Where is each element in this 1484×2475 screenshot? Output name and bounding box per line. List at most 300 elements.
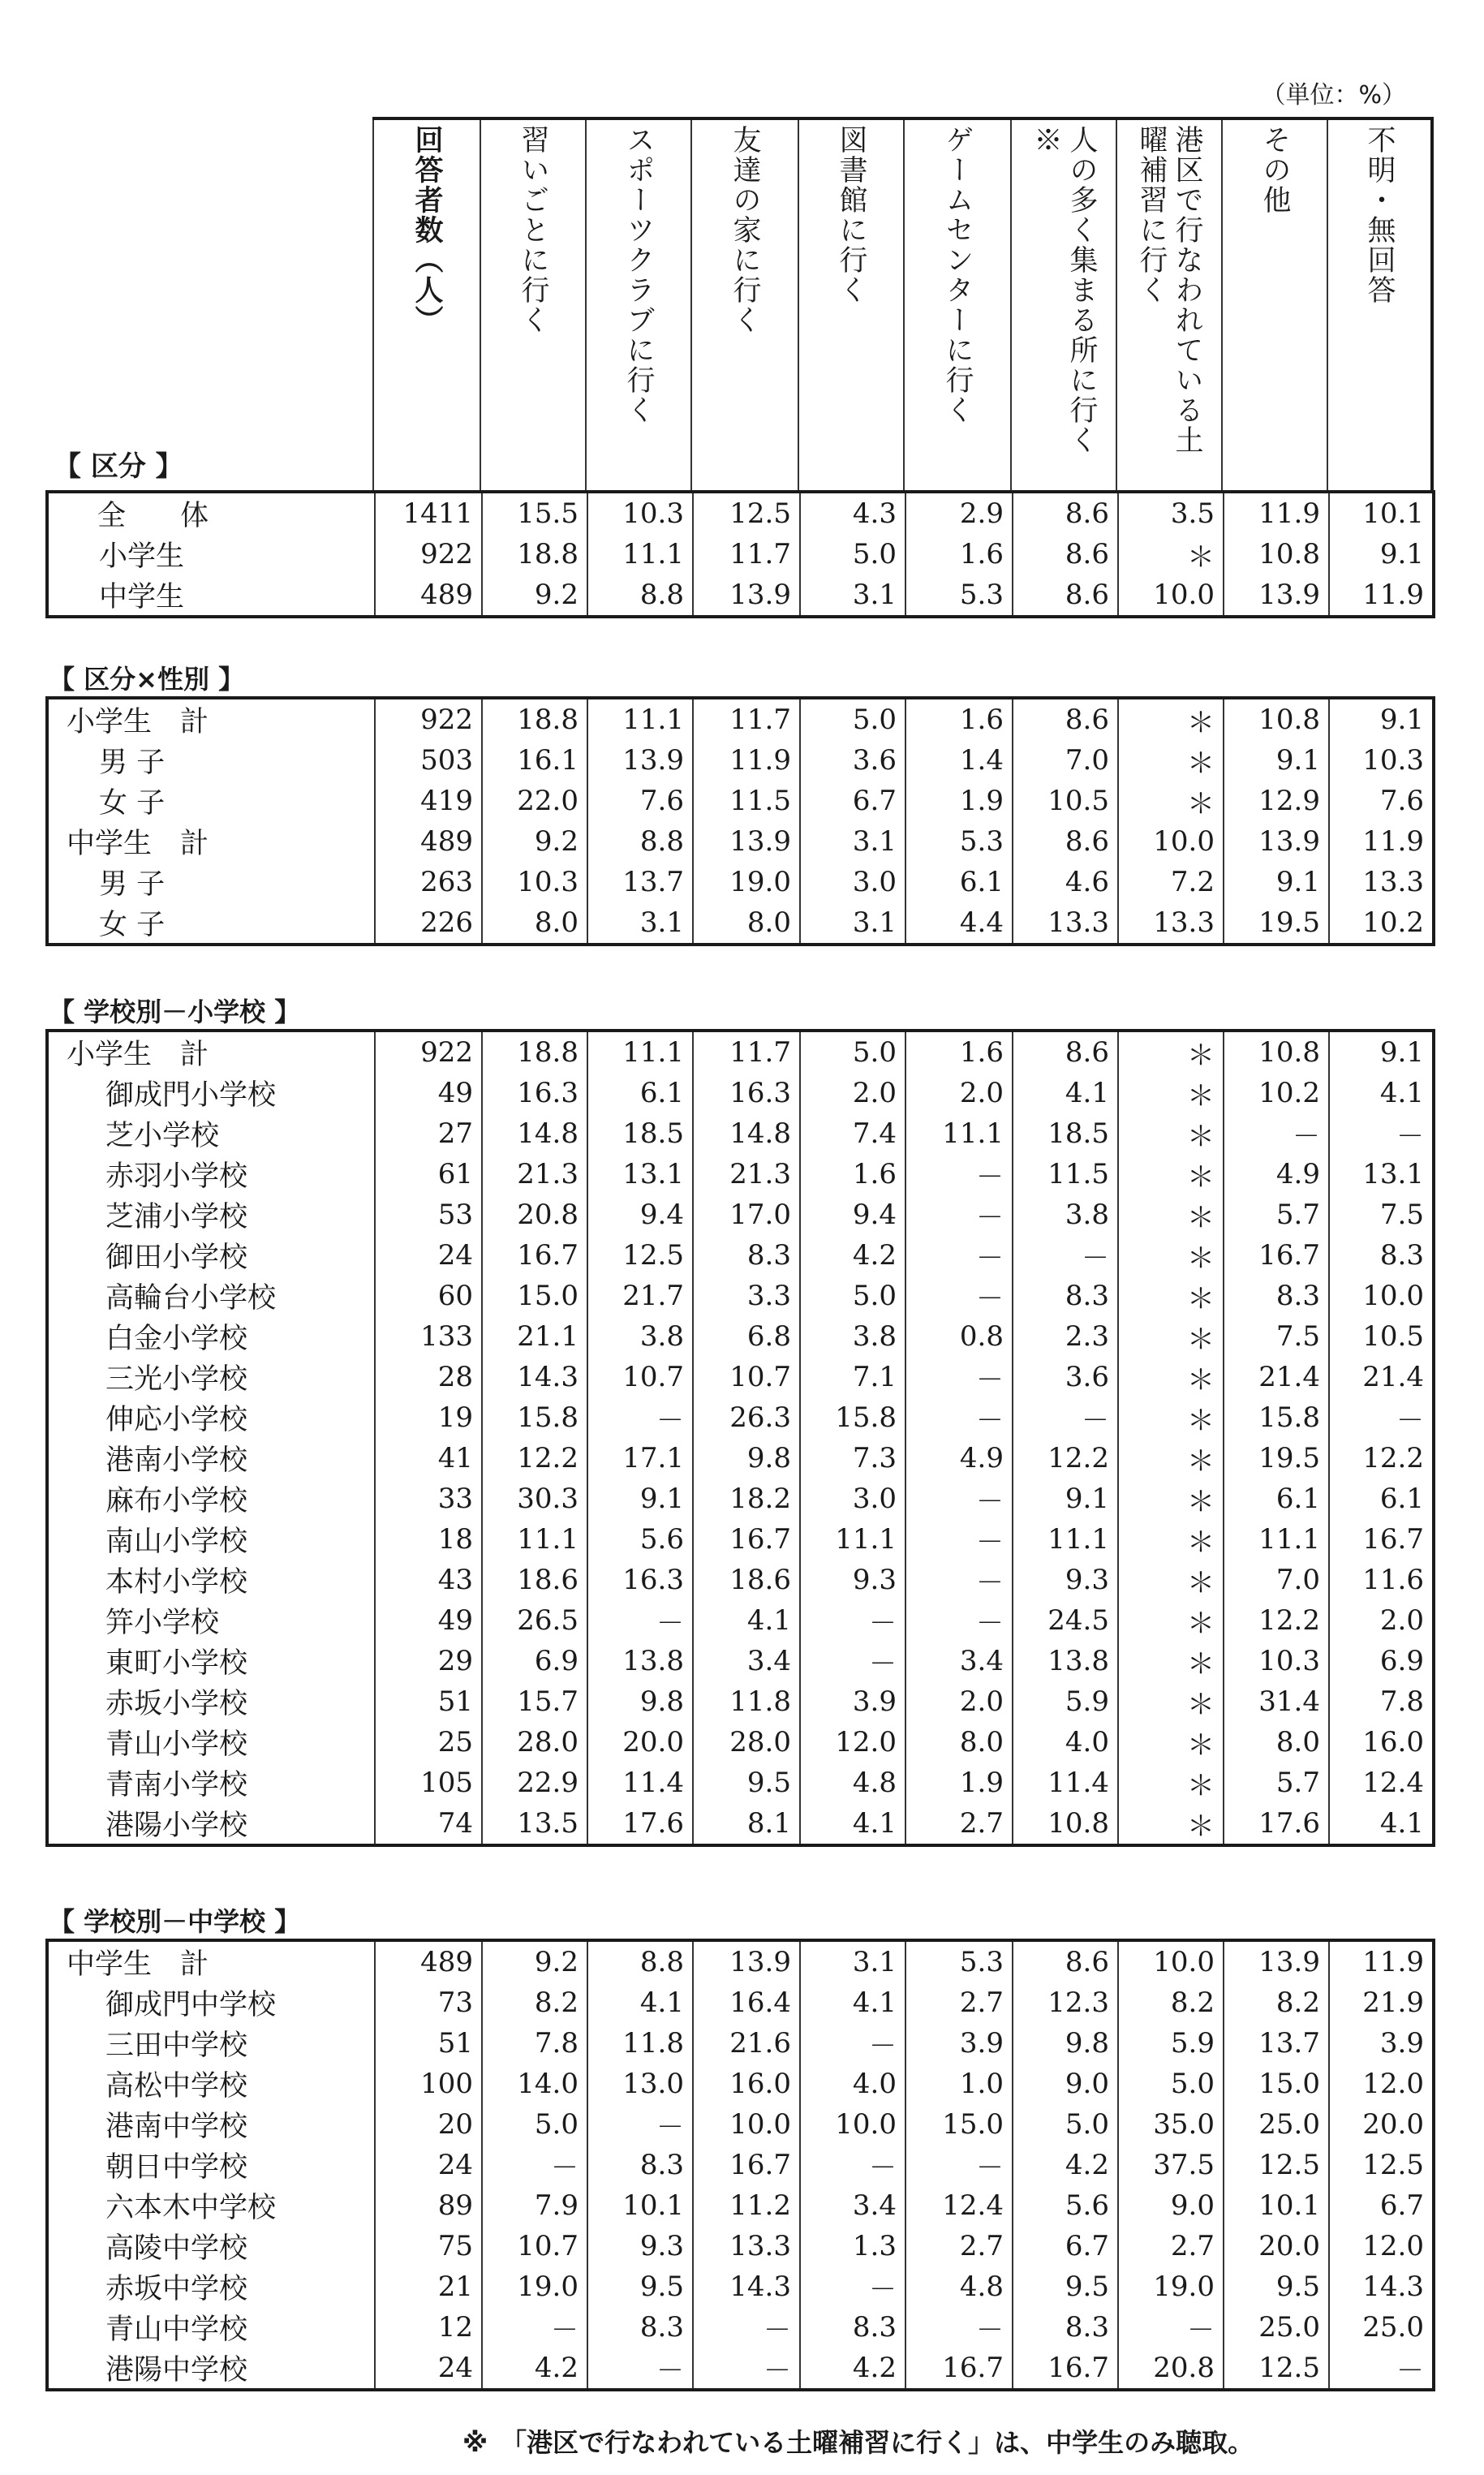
table-cell: 19.0 xyxy=(482,2266,587,2307)
table-cell: 10.8 xyxy=(1224,698,1329,740)
table-cell: 13.3 xyxy=(1013,902,1118,945)
table-cell: － xyxy=(1118,2307,1224,2348)
table-cell: 8.2 xyxy=(1224,1982,1329,2023)
table-cell: 5.9 xyxy=(1118,2023,1224,2064)
table-row xyxy=(47,2145,1434,2185)
table-by-gender xyxy=(45,696,1424,946)
table-cell: 22.0 xyxy=(482,781,587,821)
table-cell: 5.0 xyxy=(1013,2104,1118,2145)
table-cell: 20.0 xyxy=(1224,2226,1329,2266)
table-cell: ＊ xyxy=(1118,1519,1224,1560)
table-cell: 11.9 xyxy=(1224,492,1329,534)
table-cell: 4.2 xyxy=(1013,2145,1118,2185)
table-cell: 21.3 xyxy=(693,1154,800,1194)
table-cell: 6.1 xyxy=(1224,1479,1329,1519)
table-cell: 1.6 xyxy=(905,698,1013,740)
table-cell: 3.1 xyxy=(587,902,693,945)
table-cell: 10.7 xyxy=(587,1357,693,1397)
table-cell: 20.0 xyxy=(587,1722,693,1763)
table-overall xyxy=(45,490,1424,618)
table-cell: 9.2 xyxy=(482,821,587,862)
row-label: 中学生 xyxy=(47,575,375,617)
table-cell: 11.9 xyxy=(1329,575,1434,617)
table-cell: 8.6 xyxy=(1013,575,1118,617)
table-cell: 8.2 xyxy=(482,1982,587,2023)
table-row xyxy=(47,821,1434,862)
table-cell: 35.0 xyxy=(1118,2104,1224,2145)
table-cell: － xyxy=(905,1519,1013,1560)
table-row xyxy=(47,1235,1434,1276)
table-row xyxy=(47,902,1434,945)
table-cell: 12.2 xyxy=(1013,1438,1118,1479)
table-cell: 13.5 xyxy=(482,1803,587,1845)
table-cell: 489 xyxy=(375,821,482,862)
header-no-answer: 不明・無回答 xyxy=(1363,125,1396,305)
table-row xyxy=(47,1073,1434,1113)
table-row xyxy=(47,575,1434,617)
table-cell: 10.0 xyxy=(693,2104,800,2145)
table-cell: 10.5 xyxy=(1013,781,1118,821)
table-cell: 4.0 xyxy=(800,2064,905,2104)
table-cell: ＊ xyxy=(1118,1235,1224,1276)
table-cell: 8.8 xyxy=(587,1940,693,1982)
table-cell: 13.3 xyxy=(1118,902,1224,945)
table-cell: 10.3 xyxy=(587,492,693,534)
table-cell: 9.2 xyxy=(482,1940,587,1982)
table-cell: 20.8 xyxy=(482,1194,587,1235)
table-cell: 8.3 xyxy=(1224,1276,1329,1316)
table-cell: 5.3 xyxy=(905,821,1013,862)
section-title-junior-high: 【 学校別－中学校 】 xyxy=(49,1906,301,1937)
table-cell: 9.8 xyxy=(693,1438,800,1479)
table-cell: 10.3 xyxy=(482,862,587,902)
table-cell: 10.1 xyxy=(1224,2185,1329,2226)
table-cell: － xyxy=(587,2348,693,2390)
table-cell: 24.5 xyxy=(1013,1600,1118,1641)
row-label: 港陽小学校 xyxy=(47,1803,375,1845)
row-label: 港陽中学校 xyxy=(47,2348,375,2390)
table-cell: ＊ xyxy=(1118,1681,1224,1722)
header-respondents: 回答者数（人） xyxy=(411,125,443,335)
table-cell: ＊ xyxy=(1118,1276,1224,1316)
table-cell: 133 xyxy=(375,1316,482,1357)
table-row xyxy=(47,1560,1434,1600)
table-row xyxy=(47,492,1434,534)
table-row xyxy=(47,1276,1434,1316)
table-cell: 89 xyxy=(375,2185,482,2226)
table-cell: 73 xyxy=(375,1982,482,2023)
table-cell: － xyxy=(1013,1397,1118,1438)
table-cell: 8.0 xyxy=(482,902,587,945)
table-cell: 12.4 xyxy=(1329,1763,1434,1803)
table-cell: 26.3 xyxy=(693,1397,800,1438)
table-cell: 8.6 xyxy=(1013,821,1118,862)
table-cell: ＊ xyxy=(1118,1438,1224,1479)
table-cell: － xyxy=(905,1154,1013,1194)
row-label: 御田小学校 xyxy=(47,1235,375,1276)
table-cell: 18.6 xyxy=(693,1560,800,1600)
table-cell: 11.4 xyxy=(587,1763,693,1803)
table-cell: 18.5 xyxy=(587,1113,693,1154)
table-row xyxy=(47,1681,1434,1722)
table-cell: 5.0 xyxy=(482,2104,587,2145)
table-row xyxy=(47,1722,1434,1763)
table-row xyxy=(47,1194,1434,1235)
table-cell: 10.8 xyxy=(1224,534,1329,575)
table-cell: 1.9 xyxy=(905,1763,1013,1803)
table-cell: 15.7 xyxy=(482,1681,587,1722)
table-cell: 13.7 xyxy=(1224,2023,1329,2064)
table-cell: 5.6 xyxy=(1013,2185,1118,2226)
table-cell: 7.1 xyxy=(800,1357,905,1397)
table-row xyxy=(47,1357,1434,1397)
table-cell: － xyxy=(1329,1397,1434,1438)
table-cell: 13.8 xyxy=(1013,1641,1118,1681)
table-cell: 9.1 xyxy=(1013,1479,1118,1519)
table-cell: 5.7 xyxy=(1224,1194,1329,1235)
table-cell: 29 xyxy=(375,1641,482,1681)
table-cell: － xyxy=(800,1641,905,1681)
table-cell: 5.3 xyxy=(905,575,1013,617)
header-game-center: ゲームセンターに行く xyxy=(941,125,974,425)
table-cell: 28.0 xyxy=(482,1722,587,1763)
table-cell: 3.8 xyxy=(800,1316,905,1357)
table-cell: 4.3 xyxy=(800,492,905,534)
table-cell: 60 xyxy=(375,1276,482,1316)
table-cell: 13.9 xyxy=(693,575,800,617)
table-cell: 13.9 xyxy=(693,821,800,862)
table-cell: 14.8 xyxy=(482,1113,587,1154)
table-cell: － xyxy=(587,1397,693,1438)
table-cell: 5.3 xyxy=(905,1940,1013,1982)
table-cell: 5.0 xyxy=(800,1276,905,1316)
table-cell: 11.1 xyxy=(800,1519,905,1560)
table-cell: 7.5 xyxy=(1329,1194,1434,1235)
table-cell: 100 xyxy=(375,2064,482,2104)
table-cell: 13.1 xyxy=(1329,1154,1434,1194)
table-cell: 11.2 xyxy=(693,2185,800,2226)
table-cell: 6.7 xyxy=(1329,2185,1434,2226)
table-cell: 12.2 xyxy=(482,1438,587,1479)
table-cell: 51 xyxy=(375,2023,482,2064)
table-cell: 11.1 xyxy=(587,534,693,575)
table-cell: 4.8 xyxy=(800,1763,905,1803)
table-cell: － xyxy=(1013,1235,1118,1276)
table-cell: 11.1 xyxy=(587,1031,693,1073)
table-cell: － xyxy=(905,1235,1013,1276)
table-row xyxy=(47,1641,1434,1681)
table-cell: 5.0 xyxy=(800,1031,905,1073)
table-cell: － xyxy=(905,1479,1013,1519)
table-cell: 9.1 xyxy=(1224,862,1329,902)
table-cell: 8.0 xyxy=(905,1722,1013,1763)
table-cell: 11.7 xyxy=(693,1031,800,1073)
table-cell: 4.0 xyxy=(1013,1722,1118,1763)
table-cell: 7.0 xyxy=(1224,1560,1329,1600)
table-cell: 3.6 xyxy=(800,740,905,781)
table-cell: 263 xyxy=(375,862,482,902)
row-label: 赤坂小学校 xyxy=(47,1681,375,1722)
table-cell: 7.3 xyxy=(800,1438,905,1479)
table-cell: 8.6 xyxy=(1013,1031,1118,1073)
table-cell: 9.5 xyxy=(1224,2266,1329,2307)
table-cell: 4.1 xyxy=(1013,1073,1118,1113)
table-cell: 53 xyxy=(375,1194,482,1235)
table-cell: 10.7 xyxy=(482,2226,587,2266)
table-cell: 17.0 xyxy=(693,1194,800,1235)
table-cell: 12.5 xyxy=(1224,2145,1329,2185)
row-label: 赤坂中学校 xyxy=(47,2266,375,2307)
table-cell: － xyxy=(905,1194,1013,1235)
row-label: 全 体 xyxy=(47,492,375,534)
table-cell: 16.0 xyxy=(1329,1722,1434,1763)
table-cell: － xyxy=(905,2145,1013,2185)
table-cell: 9.1 xyxy=(1224,740,1329,781)
row-label: 青山中学校 xyxy=(47,2307,375,2348)
table-cell: 11.4 xyxy=(1013,1763,1118,1803)
table-cell: 8.3 xyxy=(1013,1276,1118,1316)
table-cell: 3.4 xyxy=(800,2185,905,2226)
table-cell: 10.2 xyxy=(1224,1073,1329,1113)
table-row xyxy=(47,2185,1434,2226)
table-cell: 14.8 xyxy=(693,1113,800,1154)
table-cell: 18 xyxy=(375,1519,482,1560)
header-sports-club: スポーツクラブに行く xyxy=(622,125,655,425)
table-cell: 14.0 xyxy=(482,2064,587,2104)
table-cell: 3.8 xyxy=(1013,1194,1118,1235)
table-cell: 17.6 xyxy=(1224,1803,1329,1845)
table-cell: 3.1 xyxy=(800,902,905,945)
table-cell: 6.7 xyxy=(800,781,905,821)
table-cell: 11.8 xyxy=(693,1681,800,1722)
row-label: 女 子 xyxy=(47,781,375,821)
table-cell: 28.0 xyxy=(693,1722,800,1763)
table-cell: 6.1 xyxy=(905,862,1013,902)
data-table xyxy=(45,1029,1435,1847)
table-cell: 5.0 xyxy=(1118,2064,1224,2104)
table-cell: 419 xyxy=(375,781,482,821)
table-cell: 8.8 xyxy=(587,575,693,617)
row-label: 女 子 xyxy=(47,902,375,945)
table-cell: 10.8 xyxy=(1224,1031,1329,1073)
table-row xyxy=(47,2104,1434,2145)
table-cell: ＊ xyxy=(1118,1316,1224,1357)
table-cell: 9.3 xyxy=(1013,1560,1118,1600)
row-label: 笄小学校 xyxy=(47,1600,375,1641)
table-cell: 13.0 xyxy=(587,2064,693,2104)
table-cell: 4.9 xyxy=(1224,1154,1329,1194)
table-cell: － xyxy=(905,1600,1013,1641)
table-cell: 13.3 xyxy=(1329,862,1434,902)
table-cell: 19.0 xyxy=(693,862,800,902)
table-cell: ＊ xyxy=(1118,1154,1224,1194)
table-cell: 25 xyxy=(375,1722,482,1763)
table-cell: 16.7 xyxy=(1224,1235,1329,1276)
table-cell: 15.0 xyxy=(1224,2064,1329,2104)
table-cell: 9.1 xyxy=(1329,534,1434,575)
table-cell: 17.6 xyxy=(587,1803,693,1845)
table-cell: 4.1 xyxy=(1329,1073,1434,1113)
table-cell: 489 xyxy=(375,575,482,617)
table-cell: 8.2 xyxy=(1118,1982,1224,2023)
column-header xyxy=(45,117,1424,490)
table-cell: 9.5 xyxy=(1013,2266,1118,2307)
table-cell: 9.4 xyxy=(587,1194,693,1235)
row-label: 麻布小学校 xyxy=(47,1479,375,1519)
row-label: 高輪台小学校 xyxy=(47,1276,375,1316)
table-cell: 12.0 xyxy=(800,1722,905,1763)
table-cell: 21.3 xyxy=(482,1154,587,1194)
row-label: 小学生 計 xyxy=(47,1031,375,1073)
table-cell: 74 xyxy=(375,1803,482,1845)
header-lessons: 習いごとに行く xyxy=(517,125,549,335)
table-cell: 5.0 xyxy=(800,698,905,740)
table-cell: 6.7 xyxy=(1013,2226,1118,2266)
table-cell: － xyxy=(905,1397,1013,1438)
row-label: 芝小学校 xyxy=(47,1113,375,1154)
table-cell: ＊ xyxy=(1118,1397,1224,1438)
section-label: 【 区分 】 xyxy=(54,450,183,483)
table-cell: － xyxy=(800,2145,905,2185)
table-cell: 3.3 xyxy=(693,1276,800,1316)
table-row xyxy=(47,740,1434,781)
table-cell: 16.7 xyxy=(693,1519,800,1560)
table-cell: 13.9 xyxy=(1224,575,1329,617)
table-cell: 12.9 xyxy=(1224,781,1329,821)
row-label: 高陵中学校 xyxy=(47,2226,375,2266)
table-cell: 9.0 xyxy=(1013,2064,1118,2104)
section-title-gender: 【 区分×性別 】 xyxy=(49,664,245,695)
table-cell: 15.0 xyxy=(482,1276,587,1316)
table-cell: 6.9 xyxy=(482,1641,587,1681)
table-cell: 3.9 xyxy=(905,2023,1013,2064)
table-cell: 16.7 xyxy=(482,1235,587,1276)
table-cell: － xyxy=(587,1600,693,1641)
row-label: 芝浦小学校 xyxy=(47,1194,375,1235)
table-cell: 7.4 xyxy=(800,1113,905,1154)
row-label: 港南小学校 xyxy=(47,1438,375,1479)
table-cell: 16.1 xyxy=(482,740,587,781)
table-cell: 9.8 xyxy=(587,1681,693,1722)
table-cell: 12.0 xyxy=(1329,2226,1434,2266)
table-cell: 27 xyxy=(375,1113,482,1154)
table-cell: 24 xyxy=(375,2348,482,2390)
table-cell: 11.5 xyxy=(1013,1154,1118,1194)
table-cell: 13.8 xyxy=(587,1641,693,1681)
table-cell: 3.4 xyxy=(693,1641,800,1681)
table-cell: 21 xyxy=(375,2266,482,2307)
row-label: 朝日中学校 xyxy=(47,2145,375,2185)
table-cell: 16.7 xyxy=(1013,2348,1118,2390)
table-cell: 49 xyxy=(375,1073,482,1113)
table-cell: 37.5 xyxy=(1118,2145,1224,2185)
table-cell: 2.3 xyxy=(1013,1316,1118,1357)
table-cell: 51 xyxy=(375,1681,482,1722)
table-row xyxy=(47,1519,1434,1560)
table-cell: 8.3 xyxy=(693,1235,800,1276)
table-cell: ＊ xyxy=(1118,1113,1224,1154)
table-cell: 41 xyxy=(375,1438,482,1479)
table-cell: 12.5 xyxy=(1224,2348,1329,2390)
row-label: 中学生 計 xyxy=(47,821,375,862)
table-cell: 12.2 xyxy=(1224,1600,1329,1641)
table-cell: 25.0 xyxy=(1329,2307,1434,2348)
table-cell: ＊ xyxy=(1118,1803,1224,1845)
table-cell: 8.6 xyxy=(1013,492,1118,534)
table-cell: 43 xyxy=(375,1560,482,1600)
table-row xyxy=(47,1763,1434,1803)
header-library: 図書館に行く xyxy=(835,125,867,305)
header-crowded-place: 人の多く集まる所に行く※ xyxy=(1030,125,1098,455)
table-cell: － xyxy=(800,2266,905,2307)
table-cell: 21.4 xyxy=(1224,1357,1329,1397)
table-cell: 7.2 xyxy=(1118,862,1224,902)
table-cell: 4.2 xyxy=(800,1235,905,1276)
table-row xyxy=(47,1438,1434,1479)
table-cell: 19.5 xyxy=(1224,902,1329,945)
table-cell: 3.9 xyxy=(1329,2023,1434,2064)
table-cell: 3.4 xyxy=(905,1641,1013,1681)
table-cell: 12.5 xyxy=(1329,2145,1434,2185)
table-cell: 12.2 xyxy=(1329,1438,1434,1479)
table-cell: 12.5 xyxy=(693,492,800,534)
table-cell: 18.8 xyxy=(482,1031,587,1073)
table-cell: 31.4 xyxy=(1224,1681,1329,1722)
table-cell: 18.8 xyxy=(482,534,587,575)
table-cell: 4.1 xyxy=(587,1982,693,2023)
table-cell: 12.0 xyxy=(1329,2064,1434,2104)
table-cell: 16.7 xyxy=(905,2348,1013,2390)
header-friends-house: 友達の家に行く xyxy=(729,125,761,335)
table-cell: 19 xyxy=(375,1397,482,1438)
table-cell: 3.8 xyxy=(587,1316,693,1357)
table-cell: 8.3 xyxy=(800,2307,905,2348)
table-row xyxy=(47,1154,1434,1194)
table-cell: 4.4 xyxy=(905,902,1013,945)
table-cell: 11.7 xyxy=(693,534,800,575)
table-cell: ＊ xyxy=(1118,698,1224,740)
table-cell: 11.5 xyxy=(693,781,800,821)
table-cell: 9.3 xyxy=(800,1560,905,1600)
table-cell: 5.9 xyxy=(1013,1681,1118,1722)
table-cell: 9.4 xyxy=(800,1194,905,1235)
table-cell: 16.4 xyxy=(693,1982,800,2023)
table-cell: 20.0 xyxy=(1329,2104,1434,2145)
table-cell: 3.1 xyxy=(800,1940,905,1982)
table-cell: 11.9 xyxy=(1329,1940,1434,1982)
table-cell: 8.6 xyxy=(1013,698,1118,740)
table-cell: 9.3 xyxy=(587,2226,693,2266)
table-cell: 4.9 xyxy=(905,1438,1013,1479)
table-cell: 9.1 xyxy=(1329,698,1434,740)
table-cell: 11.9 xyxy=(693,740,800,781)
table-cell: 503 xyxy=(375,740,482,781)
table-cell: 7.6 xyxy=(1329,781,1434,821)
section-title-elementary: 【 学校別－小学校 】 xyxy=(49,996,301,1027)
table-cell: ＊ xyxy=(1118,781,1224,821)
table-cell: － xyxy=(1329,2348,1434,2390)
table-cell: ＊ xyxy=(1118,1073,1224,1113)
table-cell: 1.4 xyxy=(905,740,1013,781)
table-cell: 1.9 xyxy=(905,781,1013,821)
row-label: 南山小学校 xyxy=(47,1519,375,1560)
table-cell: ＊ xyxy=(1118,534,1224,575)
table-cell: 922 xyxy=(375,1031,482,1073)
table-cell: 6.1 xyxy=(587,1073,693,1113)
table-cell: － xyxy=(587,2104,693,2145)
data-table xyxy=(45,1939,1435,2391)
table-cell: 9.1 xyxy=(1329,1031,1434,1073)
